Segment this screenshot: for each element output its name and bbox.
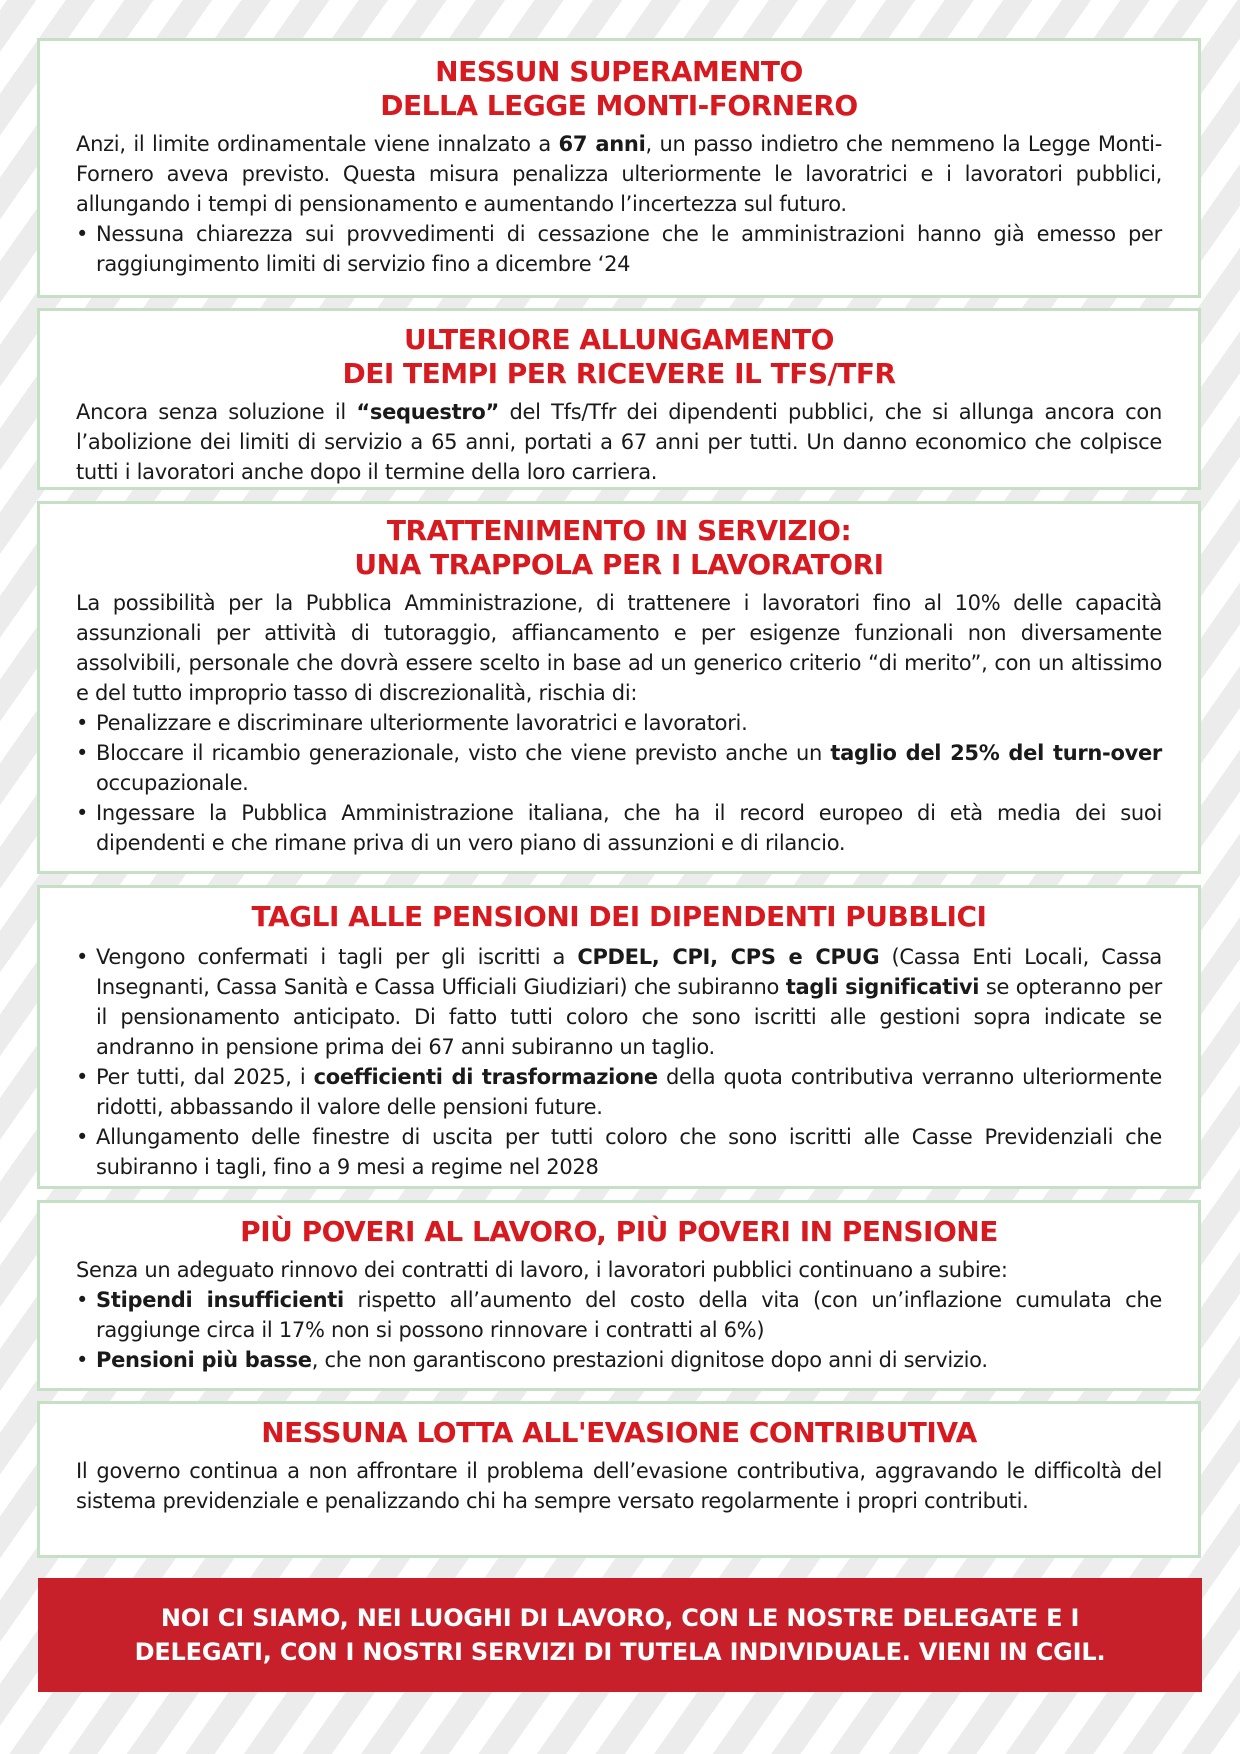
- text-run: (Cassa Enti Locali, Cassa Insegnanti, Cassa Sanità e Cassa Ufficiali Giudiziari) che subiranno: [96, 945, 1162, 999]
- section-intro: [76, 1255, 1162, 1285]
- list-item: [76, 708, 1162, 738]
- list-item: [76, 1122, 1162, 1182]
- list-item: [76, 219, 1162, 279]
- list-item: [76, 942, 1162, 1062]
- text-run: occupazionale.: [96, 771, 249, 795]
- text-run: rispetto all’aumento del costo della vita (con un’inflazione cumulata che raggiunge circa il 17% non si possono rinnovare i contratti al 6%): [96, 1288, 1162, 1342]
- title-line: UNA TRAPPOLA PER I LAVORATORI: [354, 548, 884, 581]
- text-run: della quota contributiva verranno ulteriormente ridotti, abbassando il valore delle pensioni future.: [96, 1065, 1162, 1119]
- text-run: , un passo indietro che nemmeno la Legge Monti-Fornero aveva previsto. Questa misura penalizza ulteriormente le lavoratrici e i lavoratori pubblici, allungando i tempi di pensionamento e aumentando l’incertezza sul futuro.: [76, 132, 1162, 216]
- list-item: [76, 798, 1162, 858]
- title-line: TAGLI ALLE PENSIONI DEI DIPENDENTI PUBBLICI: [251, 900, 987, 933]
- text-run-bold: tagli significativi: [785, 975, 980, 999]
- title-line: ULTERIORE ALLUNGAMENTO: [404, 323, 834, 356]
- bullet-list: [76, 1285, 1162, 1375]
- text-run-bold: Pensioni più basse: [96, 1348, 312, 1372]
- text-run: Il governo continua a non affrontare il problema dell’evasione contributiva, aggravando le difficoltà del sistema previdenziale e penalizzando chi ha sempre versato regolarmente i propri contributi.: [76, 1459, 1162, 1513]
- text-run: Vengono confermati i tagli per gli iscritti a: [96, 945, 578, 969]
- text-run: se opteranno per il pensionamento anticipato. Di fatto tutti coloro che sono iscritti alle gestioni sopra indicate se andranno in pensione prima dei 67 anni subiranno un taglio.: [96, 975, 1162, 1059]
- bullet-list: [76, 219, 1162, 279]
- title-line: TRATTENIMENTO IN SERVIZIO:: [386, 514, 852, 547]
- section-intro: [76, 129, 1162, 219]
- text-run: Per tutti, dal 2025, i: [96, 1065, 314, 1089]
- text-run: , che non garantiscono prestazioni dignitose dopo anni di servizio.: [311, 1348, 988, 1372]
- list-item: [76, 1062, 1162, 1122]
- text-run-bold: taglio del 25% del turn-over: [830, 741, 1162, 765]
- text-run-bold: coefficienti di trasformazione: [313, 1065, 658, 1089]
- section-intro: [76, 1456, 1162, 1516]
- section-title: [76, 514, 1162, 582]
- section-tfs-tfr: [37, 308, 1201, 490]
- section-intro: [76, 588, 1162, 708]
- list-item: [76, 738, 1162, 798]
- section-title: [76, 55, 1162, 123]
- section-trattenimento: [37, 501, 1201, 874]
- section-title: [76, 900, 1162, 934]
- title-line: DELLA LEGGE MONTI-FORNERO: [380, 89, 858, 122]
- banner-line: NOI CI SIAMO, NEI LUOGHI DI LAVORO, CON LE NOSTRE DELEGATE E I: [160, 1604, 1080, 1632]
- bullet-list: [76, 942, 1162, 1182]
- section-title: [76, 1416, 1162, 1450]
- cgil-call-to-action-banner: [38, 1578, 1202, 1692]
- text-run: Ingessare la Pubblica Amministrazione italiana, che ha il record europeo di età media dei suoi dipendenti e che rimane priva di un vero piano di assunzioni e di rilancio.: [96, 801, 1162, 855]
- text-run: La possibilità per la Pubblica Amministrazione, di trattenere i lavoratori fino al 10% delle capacità assunzionali per attività di tutoraggio, affiancamento e per esigenze funzionali non diversamente assolvibili, personale che dovrà essere scelto in base ad un generico criterio “di merito”, con un altissimo e del tutto improprio tasso di discrezionalità, rischia di:: [76, 591, 1162, 705]
- text-run-bold: “sequestro”: [356, 400, 499, 424]
- list-item: [76, 1345, 1162, 1375]
- text-run-bold: 67 anni: [558, 132, 646, 156]
- text-run: del Tfs/Tfr dei dipendenti pubblici, che si allunga ancora con l’abolizione dei limiti di servizio a 65 anni, portati a 67 anni per tutti. Un danno economico che colpisce tutti i lavoratori anche dopo il termine della loro carriera.: [76, 400, 1162, 484]
- title-line: PIÙ POVERI AL LAVORO, PIÙ POVERI IN PENSIONE: [240, 1215, 998, 1248]
- section-piu-poveri: [37, 1200, 1201, 1391]
- bullet-list: [76, 708, 1162, 858]
- text-run: Nessuna chiarezza sui provvedimenti di cessazione che le amministrazioni hanno già emesso per raggiungimento limiti di servizio fino a dicembre ‘24: [96, 222, 1162, 276]
- text-run: Allungamento delle finestre di uscita per tutti coloro che sono iscritti alle Casse Previdenziali che subiranno i tagli, fino a 9 mesi a regime nel 2028: [96, 1125, 1162, 1179]
- section-tagli-pensioni: [37, 885, 1201, 1189]
- section-monti-fornero: [37, 38, 1201, 298]
- title-line: NESSUN SUPERAMENTO: [435, 55, 803, 88]
- section-title: [76, 323, 1162, 391]
- section-intro: [76, 397, 1162, 487]
- title-line: NESSUNA LOTTA ALL'EVASIONE CONTRIBUTIVA: [261, 1416, 977, 1449]
- section-evasione-contributiva: [37, 1401, 1201, 1558]
- text-run: Penalizzare e discriminare ulteriormente lavoratrici e lavoratori.: [96, 711, 748, 735]
- text-run: Anzi, il limite ordinamentale viene innalzato a: [76, 132, 559, 156]
- text-run: Senza un adeguato rinnovo dei contratti di lavoro, i lavoratori pubblici continuano a subire:: [76, 1258, 1008, 1282]
- text-run-bold: CPDEL, CPI, CPS e CPUG: [577, 945, 880, 969]
- list-item: [76, 1285, 1162, 1345]
- text-run: Ancora senza soluzione il: [76, 400, 357, 424]
- text-run: Bloccare il ricambio generazionale, visto che viene previsto anche un: [96, 741, 831, 765]
- title-line: DEI TEMPI PER RICEVERE IL TFS/TFR: [342, 357, 896, 390]
- banner-line: DELEGATI, CON I NOSTRI SERVIZI DI TUTELA INDIVIDUALE. VIENI IN CGIL.: [134, 1638, 1106, 1666]
- section-title: [76, 1215, 1162, 1249]
- text-run-bold: Stipendi insufficienti: [96, 1288, 344, 1312]
